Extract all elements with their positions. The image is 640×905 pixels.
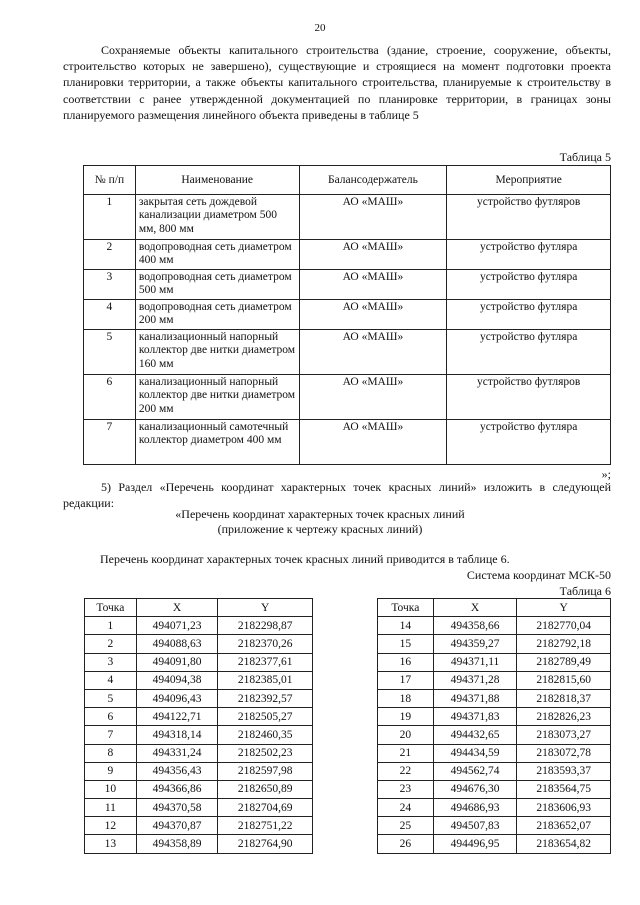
table6-row bbox=[378, 635, 611, 653]
table6-row bbox=[85, 617, 313, 635]
table6-cell-y: 2182650,89 bbox=[218, 780, 313, 798]
table6-cell-point: 2 bbox=[85, 635, 137, 653]
table6-left-header-row bbox=[85, 599, 313, 617]
table5-header-name: Наименование bbox=[135, 166, 299, 195]
table6-cell-y: 2182460,35 bbox=[218, 726, 313, 744]
table5-cell-action: устройство футляра bbox=[447, 240, 611, 270]
table6-cell-point: 16 bbox=[378, 653, 434, 671]
table6-row bbox=[378, 689, 611, 707]
table6-cell-y: 2182370,26 bbox=[218, 635, 313, 653]
table5-cell-owner: АО «МАШ» bbox=[299, 330, 447, 375]
table6-cell-y: 2183593,37 bbox=[517, 762, 611, 780]
table5-cell-action: устройство футляра bbox=[447, 420, 611, 465]
table5-header-owner: Балансодержатель bbox=[299, 166, 447, 195]
table6-left-body bbox=[85, 617, 313, 853]
table5-cell-name: канализационный напорный коллектор две нитки диаметром 200 мм bbox=[135, 375, 299, 420]
table6-cell-y: 2182770,04 bbox=[517, 617, 611, 635]
table6-row bbox=[378, 653, 611, 671]
table6-cell-point: 10 bbox=[85, 780, 137, 798]
table6-cell-y: 2183072,78 bbox=[517, 744, 611, 762]
table5-cell-owner: АО «МАШ» bbox=[299, 420, 447, 465]
table6-cell-x: 494318,14 bbox=[136, 726, 218, 744]
table6-cell-point: 26 bbox=[378, 835, 434, 853]
table6-row bbox=[85, 799, 313, 817]
table6-cell-point: 3 bbox=[85, 653, 137, 671]
table6-cell-point: 24 bbox=[378, 799, 434, 817]
table6-cell-y: 2182505,27 bbox=[218, 708, 313, 726]
table5-row bbox=[84, 300, 611, 330]
table5-cell-owner: АО «МАШ» bbox=[299, 195, 447, 240]
table6-cell-x: 494366,86 bbox=[136, 780, 218, 798]
table6-cell-x: 494371,11 bbox=[433, 653, 517, 671]
table6-left bbox=[84, 598, 313, 854]
table6-cell-x: 494088,63 bbox=[136, 635, 218, 653]
table6-left-header-point: Точка bbox=[85, 599, 137, 617]
table6-row bbox=[85, 671, 313, 689]
table5-cell-owner: АО «МАШ» bbox=[299, 270, 447, 300]
table5-row bbox=[84, 270, 611, 300]
table6-cell-x: 494562,74 bbox=[433, 762, 517, 780]
table5-cell-name: канализационный самотечный коллектор диаметром 400 мм bbox=[135, 420, 299, 465]
table6-row bbox=[378, 708, 611, 726]
table6-row bbox=[378, 835, 611, 853]
coords-title-line2: (приложение к чертежу красных линий) bbox=[217, 522, 423, 536]
table6-cell-x: 494371,28 bbox=[433, 671, 517, 689]
table6-right-header-x: X bbox=[433, 599, 517, 617]
table5-closing-mark: »; bbox=[601, 467, 611, 481]
table6-left-header-x: X bbox=[136, 599, 218, 617]
table6-cell-y: 2182392,57 bbox=[218, 689, 313, 707]
table6-row bbox=[85, 653, 313, 671]
table5-cell-num: 4 bbox=[84, 300, 136, 330]
table6-cell-y: 2182704,69 bbox=[218, 799, 313, 817]
table5-cell-action: устройство футляров bbox=[447, 195, 611, 240]
page-number: 20 bbox=[314, 22, 326, 34]
table5-cell-owner: АО «МАШ» bbox=[299, 300, 447, 330]
table6-row bbox=[378, 762, 611, 780]
table5-row bbox=[84, 240, 611, 270]
table6-cell-y: 2183652,07 bbox=[517, 817, 611, 835]
table6-cell-y: 2182815,60 bbox=[517, 671, 611, 689]
table6-right-header-y: Y bbox=[517, 599, 611, 617]
table6-cell-point: 19 bbox=[378, 708, 434, 726]
table5-cell-num: 1 bbox=[84, 195, 136, 240]
table6-cell-y: 2182298,87 bbox=[218, 617, 313, 635]
table6-cell-x: 494358,66 bbox=[433, 617, 517, 635]
section5-text: 5) Раздел «Перечень координат характерных точек красных линий» изложить в следующей редакции: bbox=[63, 480, 611, 511]
table6-cell-x: 494122,71 bbox=[136, 708, 218, 726]
table6-row bbox=[378, 799, 611, 817]
table5 bbox=[83, 165, 611, 465]
table6-cell-x: 494434,59 bbox=[433, 744, 517, 762]
table6-cell-point: 7 bbox=[85, 726, 137, 744]
table6-row bbox=[378, 780, 611, 798]
coordinate-system: Система координат МСК-50 bbox=[466, 568, 611, 582]
table5-cell-name: канализационный напорный коллектор две нитки диаметром 160 мм bbox=[135, 330, 299, 375]
table6-cell-x: 494686,93 bbox=[433, 799, 517, 817]
coords-title-line1: «Перечень координат характерных точек красных линий bbox=[175, 507, 465, 521]
table5-row bbox=[84, 330, 611, 375]
table6-cell-y: 2183606,93 bbox=[517, 799, 611, 817]
table6-cell-x: 494496,95 bbox=[433, 835, 517, 853]
table6-caption: Таблица 6 bbox=[559, 584, 611, 598]
table6-cell-x: 494371,83 bbox=[433, 708, 517, 726]
table6-intro: Перечень координат характерных точек красных линий приводится в таблице 6. bbox=[100, 552, 510, 566]
table5-cell-num: 3 bbox=[84, 270, 136, 300]
table5-header-num: № п/п bbox=[84, 166, 136, 195]
table6-cell-y: 2182792,18 bbox=[517, 635, 611, 653]
table6-cell-y: 2182751,22 bbox=[218, 817, 313, 835]
table5-cell-owner: АО «МАШ» bbox=[299, 240, 447, 270]
table6-cell-y: 2183654,82 bbox=[517, 835, 611, 853]
table5-cell-name: водопроводная сеть диаметром 200 мм bbox=[135, 300, 299, 330]
table6-cell-y: 2182502,23 bbox=[218, 744, 313, 762]
table5-header-action: Мероприятие bbox=[447, 166, 611, 195]
table6-row bbox=[85, 744, 313, 762]
table6-cell-point: 14 bbox=[378, 617, 434, 635]
table6-cell-x: 494507,83 bbox=[433, 817, 517, 835]
table6-cell-point: 6 bbox=[85, 708, 137, 726]
table6-cell-point: 8 bbox=[85, 744, 137, 762]
table5-cell-owner: АО «МАШ» bbox=[299, 375, 447, 420]
table6-cell-point: 1 bbox=[85, 617, 137, 635]
table6-cell-point: 20 bbox=[378, 726, 434, 744]
table6-right-header-point: Точка bbox=[378, 599, 434, 617]
table6-cell-x: 494371,88 bbox=[433, 689, 517, 707]
table6-cell-y: 2182377,61 bbox=[218, 653, 313, 671]
table5-row bbox=[84, 375, 611, 420]
table6-cell-y: 2183564,75 bbox=[517, 780, 611, 798]
table6-row bbox=[85, 835, 313, 853]
table6-cell-point: 22 bbox=[378, 762, 434, 780]
table6-cell-point: 11 bbox=[85, 799, 137, 817]
table5-cell-action: устройство футляра bbox=[447, 270, 611, 300]
table5-cell-name: водопроводная сеть диаметром 400 мм bbox=[135, 240, 299, 270]
table6-right bbox=[377, 598, 611, 854]
table6-cell-point: 4 bbox=[85, 671, 137, 689]
table6-row bbox=[378, 817, 611, 835]
table6-cell-point: 5 bbox=[85, 689, 137, 707]
table6-cell-x: 494331,24 bbox=[136, 744, 218, 762]
table6-cell-point: 23 bbox=[378, 780, 434, 798]
table6-cell-x: 494370,87 bbox=[136, 817, 218, 835]
table5-body bbox=[84, 195, 611, 465]
table5-cell-name: закрытая сеть дождевой канализации диаметром 500 мм, 800 мм bbox=[135, 195, 299, 240]
table5-cell-name: водопроводная сеть диаметром 500 мм bbox=[135, 270, 299, 300]
table6-cell-y: 2182764,90 bbox=[218, 835, 313, 853]
table6-cell-x: 494091,80 bbox=[136, 653, 218, 671]
table6-cell-x: 494676,30 bbox=[433, 780, 517, 798]
table6-row bbox=[378, 744, 611, 762]
table6-left-header-y: Y bbox=[218, 599, 313, 617]
table6-row bbox=[85, 780, 313, 798]
table5-cell-num: 7 bbox=[84, 420, 136, 465]
table6-cell-point: 12 bbox=[85, 817, 137, 835]
table6-cell-x: 494358,89 bbox=[136, 835, 218, 853]
table6-row bbox=[85, 762, 313, 780]
table6-cell-point: 15 bbox=[378, 635, 434, 653]
table6-row bbox=[85, 726, 313, 744]
table6-cell-y: 2183073,27 bbox=[517, 726, 611, 744]
table5-row bbox=[84, 195, 611, 240]
table6-row bbox=[378, 726, 611, 744]
table6-cell-y: 2182597,98 bbox=[218, 762, 313, 780]
table5-cell-num: 2 bbox=[84, 240, 136, 270]
table6-cell-y: 2182789,49 bbox=[517, 653, 611, 671]
table5-row bbox=[84, 420, 611, 465]
table5-cell-num: 5 bbox=[84, 330, 136, 375]
table5-cell-num: 6 bbox=[84, 375, 136, 420]
table6-cell-x: 494370,58 bbox=[136, 799, 218, 817]
table6-cell-point: 18 bbox=[378, 689, 434, 707]
table6-right-header-row bbox=[378, 599, 611, 617]
table6-cell-y: 2182818,37 bbox=[517, 689, 611, 707]
intro-paragraph: Сохраняемые объекты капитального строительства (здание, строение, сооружение, объекты, строительство которых не завершено), существующие и строящиеся на момент подготовки проекта планировки территории, а также объекты капитального строительства, планируемые к строительству в соответствии с ранее утвержденной документацией по планировке территории, в границах зоны планируемого размещения линейного объекта приведены в таблице 5 bbox=[63, 43, 611, 122]
table5-cell-action: устройство футляра bbox=[447, 300, 611, 330]
table6-cell-x: 494094,38 bbox=[136, 671, 218, 689]
table6-row bbox=[85, 708, 313, 726]
table6-cell-point: 21 bbox=[378, 744, 434, 762]
table6-row bbox=[85, 817, 313, 835]
table6-cell-point: 25 bbox=[378, 817, 434, 835]
table6-cell-x: 494071,23 bbox=[136, 617, 218, 635]
table5-header-row bbox=[84, 166, 611, 195]
table6-cell-point: 13 bbox=[85, 835, 137, 853]
table6-row bbox=[85, 635, 313, 653]
table6-row bbox=[378, 617, 611, 635]
table6-cell-x: 494356,43 bbox=[136, 762, 218, 780]
table5-cell-action: устройство футляров bbox=[447, 375, 611, 420]
table6-row bbox=[85, 689, 313, 707]
table6-cell-point: 17 bbox=[378, 671, 434, 689]
table5-caption: Таблица 5 bbox=[559, 150, 611, 164]
table6-cell-x: 494432,65 bbox=[433, 726, 517, 744]
table6-right-body bbox=[378, 617, 611, 853]
table5-cell-action: устройство футляра bbox=[447, 330, 611, 375]
table6-cell-x: 494096,43 bbox=[136, 689, 218, 707]
table6-cell-y: 2182826,23 bbox=[517, 708, 611, 726]
table6-cell-y: 2182385,01 bbox=[218, 671, 313, 689]
table6-cell-x: 494359,27 bbox=[433, 635, 517, 653]
table6-row bbox=[378, 671, 611, 689]
table6-cell-point: 9 bbox=[85, 762, 137, 780]
